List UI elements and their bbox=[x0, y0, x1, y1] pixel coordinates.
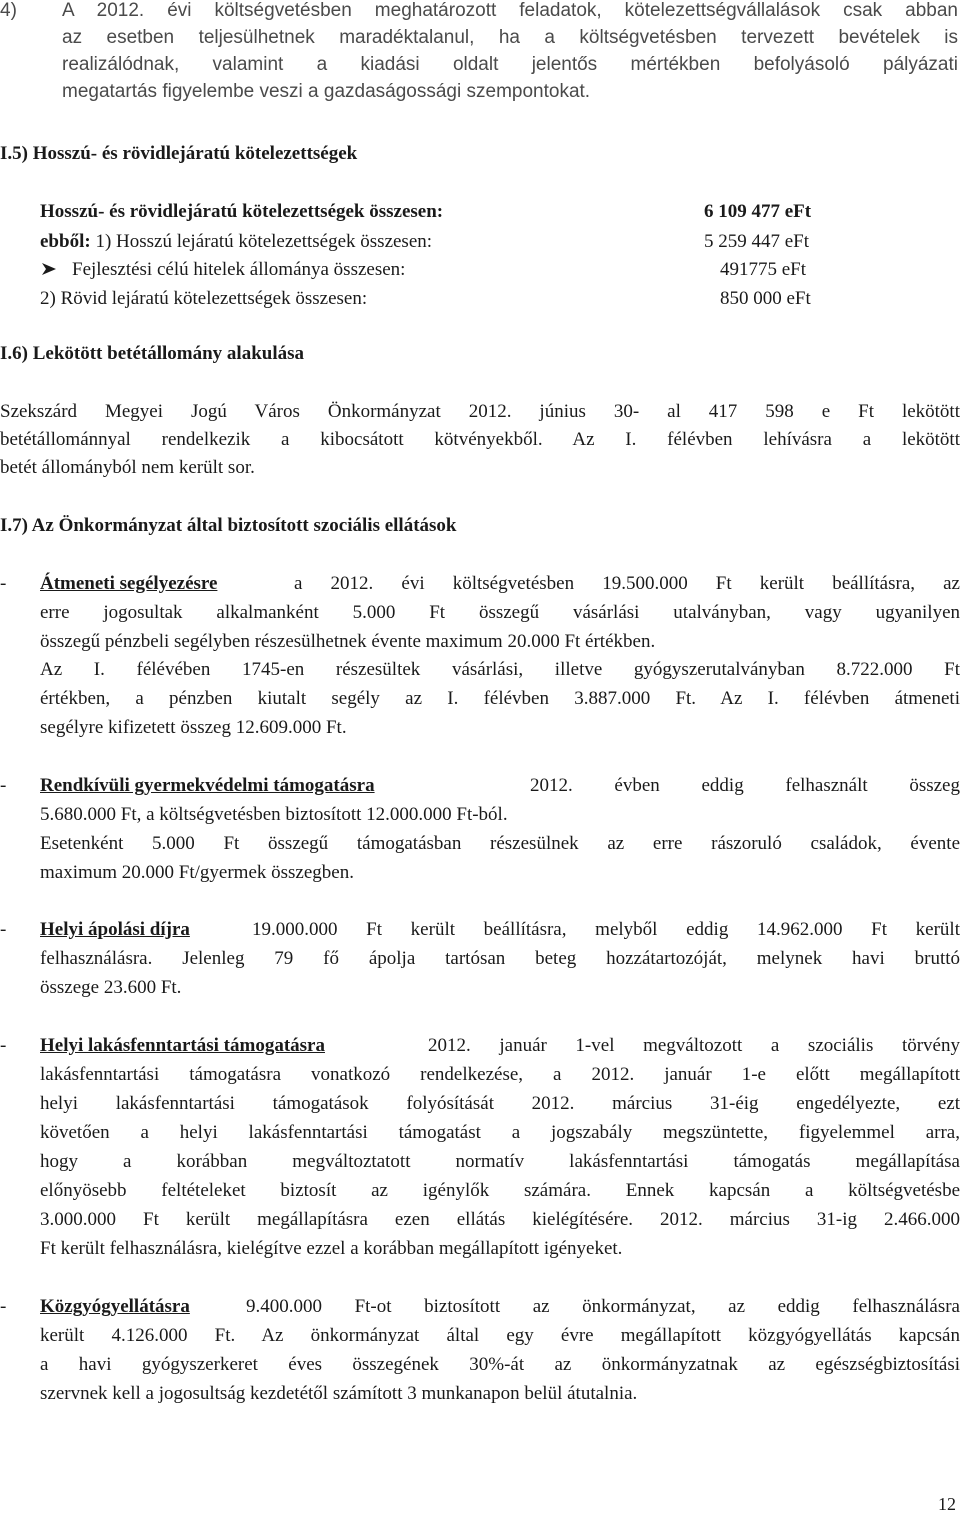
paragraph-line: Szekszárd Megyei Jogú Város Önkormányzat 2012. június 30- al 417 598 e Ft lekötött bbox=[0, 401, 960, 422]
item-line: összegű pénzbeli segélyben részesülhetnek évente maximum 20.000 Ft értékben. bbox=[40, 631, 656, 652]
liability-row-short-term bbox=[40, 288, 840, 316]
list-dash: - bbox=[0, 1296, 7, 1317]
item-line: Az I. félévében 1745-en részesültek vásárlási, illetve gyógyszerutalványban 8.722.000 Ft bbox=[40, 659, 960, 680]
item-line: segélyre kifizetett összeg 12.609.000 Ft. bbox=[40, 717, 347, 738]
row-value: 491775 eFt bbox=[720, 259, 807, 280]
item-line: a havi gyógyszerkeret éves összegének 30%-át az önkormányzatnak az egészségbiztosítási bbox=[40, 1354, 960, 1375]
item-term bbox=[40, 1035, 325, 1057]
row-label bbox=[40, 231, 432, 253]
item-line: értékben, a pénzben kiutalt segély az I. félévben 3.887.000 Ft. Az I. félévben átmeneti bbox=[40, 688, 960, 709]
section-title-i5: I.5) Hosszú- és rövidlejáratú kötelezettségek bbox=[0, 143, 358, 164]
intro-number: 4) bbox=[0, 0, 17, 21]
row-value: 5 259 447 eFt bbox=[704, 231, 810, 252]
item-first-line: 2012. január 1-vel megváltozott a szociális törvény bbox=[428, 1035, 960, 1056]
section-title-i7: I.7) Az Önkormányzat által biztosított szociális ellátások bbox=[0, 515, 457, 536]
item-term-text: Rendkívüli gyermekvédelmi támogatásra bbox=[40, 775, 375, 796]
item-line: követően a helyi lakásfenntartási támogatást a jogszabály megszüntette, figyelemmel arra, bbox=[40, 1122, 960, 1143]
liability-row-development-loans bbox=[40, 259, 840, 287]
item-first-line: 2012. évben eddig felhasznált összeg bbox=[530, 775, 960, 796]
row-label: Fejlesztési célú hitelek állománya összesen: bbox=[72, 259, 406, 280]
row-label-text: 1) Hosszú lejáratú kötelezettségek összesen: bbox=[90, 231, 433, 252]
liability-row-total bbox=[40, 201, 840, 229]
item-term bbox=[40, 919, 190, 941]
row-label: 2) Rövid lejáratú kötelezettségek összesen: bbox=[40, 288, 368, 309]
item-line: szervnek kell a jogosultság kezdetétől számított 3 munkanapon belül átutalnia. bbox=[40, 1383, 638, 1404]
item-term bbox=[40, 573, 217, 595]
item-term-text: Átmeneti segélyezésre bbox=[40, 573, 218, 594]
item-line: összege 23.600 Ft. bbox=[40, 977, 182, 998]
intro-line: A 2012. évi költségvetésben meghatározott feladatok, kötelezettségvállalások csak abban bbox=[62, 0, 958, 21]
paragraph-line: betét állományból nem került sor. bbox=[0, 457, 255, 478]
item-term-text: Közgyógyellátásra bbox=[40, 1296, 190, 1317]
item-line: helyi lakásfenntartási támogatások folyósítását 2012. március 31-éig engedélyezte, ezt bbox=[40, 1093, 960, 1114]
paragraph-line: betétállománnyal rendelkezik a kibocsátott kötvényekből. Az I. félévben lehívásra a lekötött bbox=[0, 429, 960, 450]
intro-line: az esetben teljesülhetnek maradéktalanul, ha a költségvetésben tervezett bevételek is bbox=[62, 27, 958, 48]
item-line: Esetenként 5.000 Ft összegű támogatásban részesülnek az erre rászoruló családok, évente bbox=[40, 833, 960, 854]
list-dash: - bbox=[0, 775, 7, 796]
list-dash: - bbox=[0, 919, 7, 940]
row-label-prefix: ebből: bbox=[40, 231, 91, 252]
row-label: Hosszú- és rövidlejáratú kötelezettségek összesen: bbox=[40, 201, 444, 222]
item-line: Ft került felhasználásra, kielégítve ezzel a korábban megállapított igényeket. bbox=[40, 1238, 623, 1259]
intro-line: megatartás figyelembe veszi a gazdaságossági szempontokat. bbox=[62, 81, 591, 102]
row-value: 6 109 477 eFt bbox=[704, 201, 812, 222]
intro-line: realizálódnak, valamint a kiadási oldalt jelentős mértékben befolyásoló pályázati bbox=[62, 54, 958, 75]
section-title-i6: I.6) Lekötött betétállomány alakulása bbox=[0, 343, 304, 364]
item-line: lakásfenntartási támogatásra vonatkozó rendelkezése, a 2012. január 1-e előtt megállapított bbox=[40, 1064, 960, 1085]
page-number: 12 bbox=[938, 1494, 956, 1514]
item-term bbox=[40, 1296, 190, 1318]
item-term bbox=[40, 775, 375, 797]
item-first-line: 9.400.000 Ft-ot biztosított az önkormányzat, az eddig felhasználásra bbox=[246, 1296, 960, 1317]
item-line: 5.680.000 Ft, a költségvetésben biztosított 12.000.000 Ft-ból. bbox=[40, 804, 508, 825]
liability-row-long-term bbox=[40, 231, 840, 259]
item-term-text: Helyi lakásfenntartási támogatásra bbox=[40, 1035, 325, 1056]
item-line: felhasználásra. Jelenleg 79 fő ápolja tartósan beteg hozzátartozóját, melynek havi bruttó bbox=[40, 948, 960, 969]
item-line: erre jogosultak alkalmanként 5.000 Ft összegű vásárlási utalványban, vagy ugyanilyen bbox=[40, 602, 960, 623]
list-dash: - bbox=[0, 1035, 7, 1056]
item-first-line: 19.000.000 Ft került beállításra, melyből eddig 14.962.000 Ft került bbox=[252, 919, 960, 940]
list-dash: - bbox=[0, 573, 7, 594]
item-line: maximum 20.000 Ft/gyermek összegben. bbox=[40, 862, 354, 883]
item-line: került 4.126.000 Ft. Az önkormányzat által egy évre megállapított közgyógyellátás kapcsán bbox=[40, 1325, 960, 1346]
row-value: 850 000 eFt bbox=[720, 288, 811, 309]
item-line: hogy a korábban megváltoztatott normatív lakásfenntartási támogatás megállapítása bbox=[40, 1151, 960, 1172]
arrow-bullet-icon bbox=[40, 260, 58, 278]
item-line: előnyösebb feltételeket biztosít az igénylők számára. Ennek kapcsán a költségvetésbe bbox=[40, 1180, 960, 1201]
item-term-text: Helyi ápolási díjra bbox=[40, 919, 190, 940]
item-first-line: a 2012. évi költségvetésben 19.500.000 Ft került beállításra, az bbox=[294, 573, 960, 594]
item-line: 3.000.000 Ft került megállapításra ezen ellátás kielégítésére. 2012. március 31-ig 2.466.000 bbox=[40, 1209, 960, 1230]
